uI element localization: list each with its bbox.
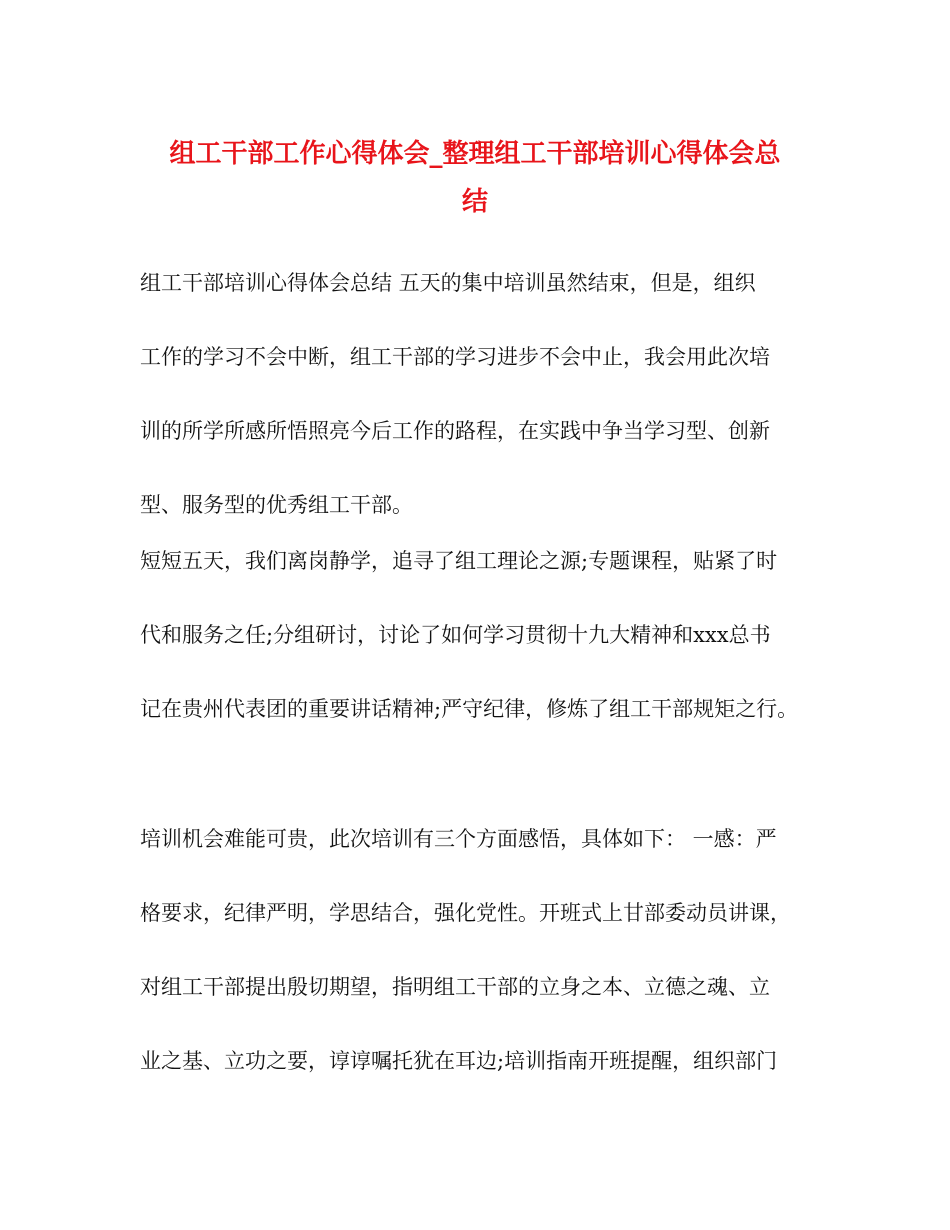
title-line-1: 组工干部工作心得体会_整理组工干部培训心得体会总	[169, 139, 781, 169]
body-line: 记在贵州代表团的重要讲话精神;严守纪律，修炼了组工干部规矩之行。	[140, 697, 799, 721]
title-line-2: 结	[461, 187, 488, 217]
document-title	[120, 130, 830, 226]
body-line: 培训机会难能可贵，此次培训有三个方面感悟，具体如下： 一感：严	[140, 827, 777, 851]
body-line: 短短五天，我们离岗静学，追寻了组工理论之源;专题课程，贴紧了时	[140, 549, 778, 573]
body-line: 组工干部培训心得体会总结 五天的集中培训虽然结束，但是，组织	[140, 271, 756, 295]
body-line: 业之基、立功之要，谆谆嘱托犹在耳边;培训指南开班提醒，组织部门	[140, 1049, 778, 1073]
body-line: 代和服务之任;分组研讨，讨论了如何学习贯彻十九大精神和xxx总书	[140, 623, 771, 647]
body-line: 工作的学习不会中断，组工干部的学习进步不会中止，我会用此次培	[140, 345, 770, 369]
body-line: 训的所学所感所悟照亮今后工作的路程，在实践中争当学习型、创新	[140, 419, 770, 443]
body-line: 对组工干部提出殷切期望，指明组工干部的立身之本、立德之魂、立	[140, 975, 770, 999]
body-line: 格要求，纪律严明，学思结合，强化党性。开班式上甘部委动员讲课，	[140, 901, 791, 925]
body-line: 型、服务型的优秀组工干部。	[140, 493, 413, 517]
